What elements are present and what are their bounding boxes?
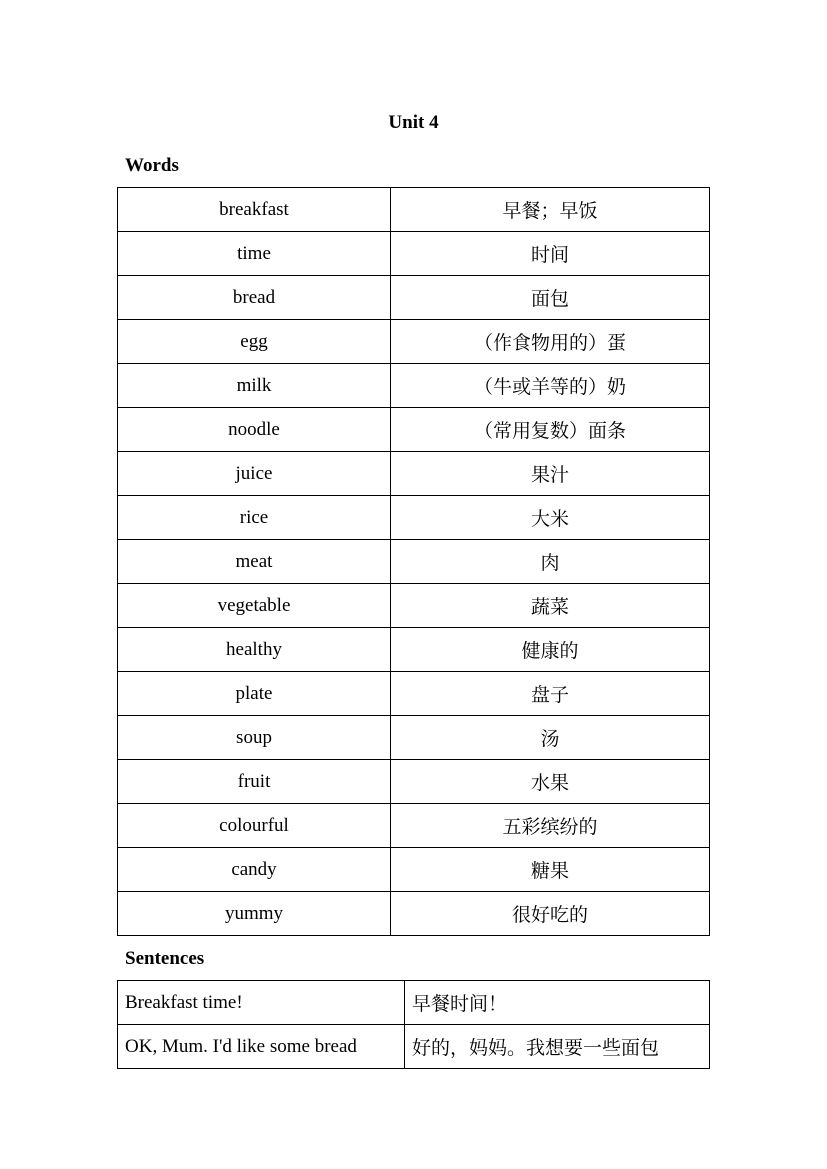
word-row-chinese: 时间 bbox=[391, 232, 710, 276]
words-heading: Words bbox=[125, 155, 179, 176]
word-row-chinese: （常用复数）面条 bbox=[391, 408, 710, 452]
word-row-chinese: 果汁 bbox=[391, 452, 710, 496]
word-row bbox=[118, 672, 710, 716]
word-row bbox=[118, 540, 710, 584]
sentences-heading: Sentences bbox=[125, 948, 205, 969]
word-row-english: juice bbox=[118, 452, 391, 496]
word-row-english: breakfast bbox=[118, 188, 391, 232]
sentence-row bbox=[118, 1025, 710, 1069]
word-row-chinese: 肉 bbox=[391, 540, 710, 584]
word-row-chinese: 健康的 bbox=[391, 628, 710, 672]
word-row-english: plate bbox=[118, 672, 391, 716]
word-row bbox=[118, 804, 710, 848]
word-row-english: bread bbox=[118, 276, 391, 320]
word-row-english: colourful bbox=[118, 804, 391, 848]
word-row bbox=[118, 320, 710, 364]
sentence-row-chinese: 好的，妈妈。我想要一些面包 bbox=[405, 1025, 710, 1069]
word-row-english: time bbox=[118, 232, 391, 276]
page-title: Unit 4 bbox=[388, 112, 439, 133]
word-row-english: healthy bbox=[118, 628, 391, 672]
word-row bbox=[118, 276, 710, 320]
sentences-table bbox=[117, 980, 710, 1069]
word-row bbox=[118, 364, 710, 408]
sentence-row-english: Breakfast time! bbox=[118, 981, 405, 1025]
sentence-row bbox=[118, 981, 710, 1025]
word-row-english: vegetable bbox=[118, 584, 391, 628]
word-row-chinese: （作食物用的）蛋 bbox=[391, 320, 710, 364]
word-row bbox=[118, 760, 710, 804]
word-row bbox=[118, 716, 710, 760]
word-row-chinese: 蔬菜 bbox=[391, 584, 710, 628]
word-row-chinese: 很好吃的 bbox=[391, 892, 710, 936]
words-table bbox=[117, 187, 710, 936]
word-row-chinese: 水果 bbox=[391, 760, 710, 804]
word-row-chinese: 早餐；早饭 bbox=[391, 188, 710, 232]
word-row-chinese: 糖果 bbox=[391, 848, 710, 892]
word-row bbox=[118, 848, 710, 892]
word-row-chinese: 大米 bbox=[391, 496, 710, 540]
word-row-english: fruit bbox=[118, 760, 391, 804]
word-row-english: soup bbox=[118, 716, 391, 760]
sentence-row-chinese: 早餐时间！ bbox=[405, 981, 710, 1025]
word-row bbox=[118, 232, 710, 276]
word-row bbox=[118, 408, 710, 452]
word-row-english: milk bbox=[118, 364, 391, 408]
word-row-chinese: （牛或羊等的）奶 bbox=[391, 364, 710, 408]
word-row bbox=[118, 188, 710, 232]
word-row bbox=[118, 628, 710, 672]
word-row-chinese: 五彩缤纷的 bbox=[391, 804, 710, 848]
word-row-english: candy bbox=[118, 848, 391, 892]
word-row-english: meat bbox=[118, 540, 391, 584]
word-row-english: rice bbox=[118, 496, 391, 540]
word-row bbox=[118, 496, 710, 540]
word-row bbox=[118, 892, 710, 936]
word-row bbox=[118, 584, 710, 628]
word-row-english: yummy bbox=[118, 892, 391, 936]
word-row-chinese: 汤 bbox=[391, 716, 710, 760]
word-row-chinese: 面包 bbox=[391, 276, 710, 320]
word-row-english: noodle bbox=[118, 408, 391, 452]
sentence-row-english: OK, Mum. I'd like some bread bbox=[118, 1025, 405, 1069]
word-row-chinese: 盘子 bbox=[391, 672, 710, 716]
word-row-english: egg bbox=[118, 320, 391, 364]
word-row bbox=[118, 452, 710, 496]
